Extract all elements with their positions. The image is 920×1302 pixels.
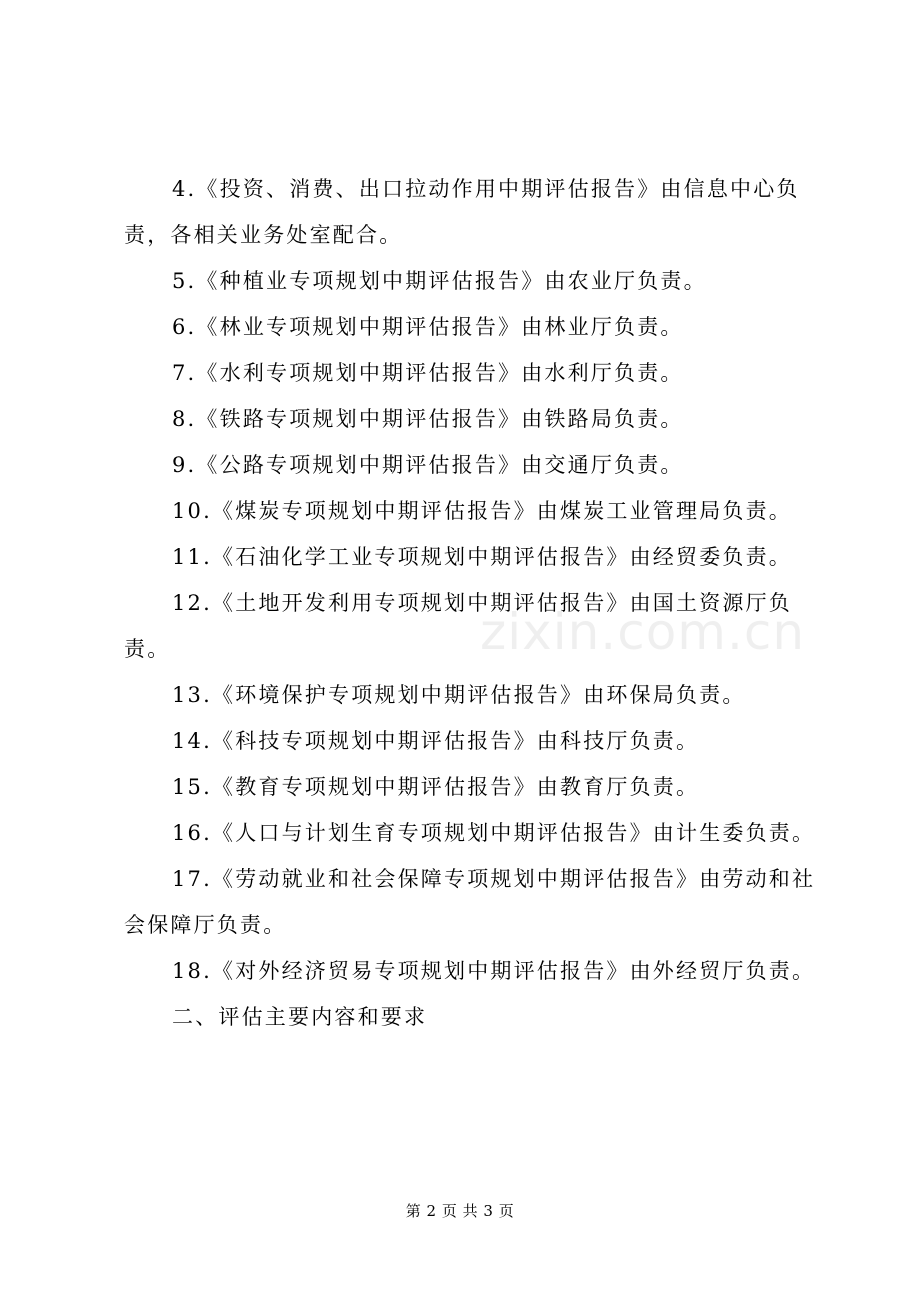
paragraph-item-16: 16.《人口与计划生育专项规划中期评估报告》由计生委负责。 bbox=[172, 821, 816, 845]
paragraph-item-13: 13.《环境保护专项规划中期评估报告》由环保局负责。 bbox=[172, 683, 746, 707]
paragraph-item-12: 12.《土地开发利用专项规划中期评估报告》由国土资源厅负责。 bbox=[124, 591, 792, 661]
page-footer: 第 2 页 共 3 页 bbox=[405, 1202, 515, 1220]
paragraph-item-6: 6.《林业专项规划中期评估报告》由林业厅负责。 bbox=[172, 315, 684, 339]
paragraph-item-18: 18.《对外经济贸易专项规划中期评估报告》由外经贸厅负责。 bbox=[172, 959, 816, 983]
watermark: zixin.com.cn bbox=[480, 603, 806, 661]
paragraph-item-8: 8.《铁路专项规划中期评估报告》由铁路局负责。 bbox=[172, 407, 684, 431]
section-heading: 二、评估主要内容和要求 bbox=[172, 1005, 428, 1029]
paragraph-item-5: 5.《种植业专项规划中期评估报告》由农业厅负责。 bbox=[172, 269, 707, 293]
paragraph-item-11: 11.《石油化学工业专项规划中期评估报告》由经贸委负责。 bbox=[172, 545, 792, 569]
paragraph-item-14: 14.《科技专项规划中期评估报告》由科技厅负责。 bbox=[172, 729, 700, 753]
paragraph-item-9: 9.《公路专项规划中期评估报告》由交通厅负责。 bbox=[172, 453, 684, 477]
paragraph-item-10: 10.《煤炭专项规划中期评估报告》由煤炭工业管理局负责。 bbox=[172, 499, 792, 523]
paragraph-item-7: 7.《水利专项规划中期评估报告》由水利厅负责。 bbox=[172, 361, 684, 385]
paragraph-item-15: 15.《教育专项规划中期评估报告》由教育厅负责。 bbox=[172, 775, 700, 799]
paragraph-item-4: 4.《投资、消费、出口拉动作用中期评估报告》由信息中心负责，各相关业务处室配合。 bbox=[124, 177, 800, 247]
paragraph-item-17: 17.《劳动就业和社会保障专项规划中期评估报告》由劳动和社会保障厅负责。 bbox=[124, 867, 816, 937]
